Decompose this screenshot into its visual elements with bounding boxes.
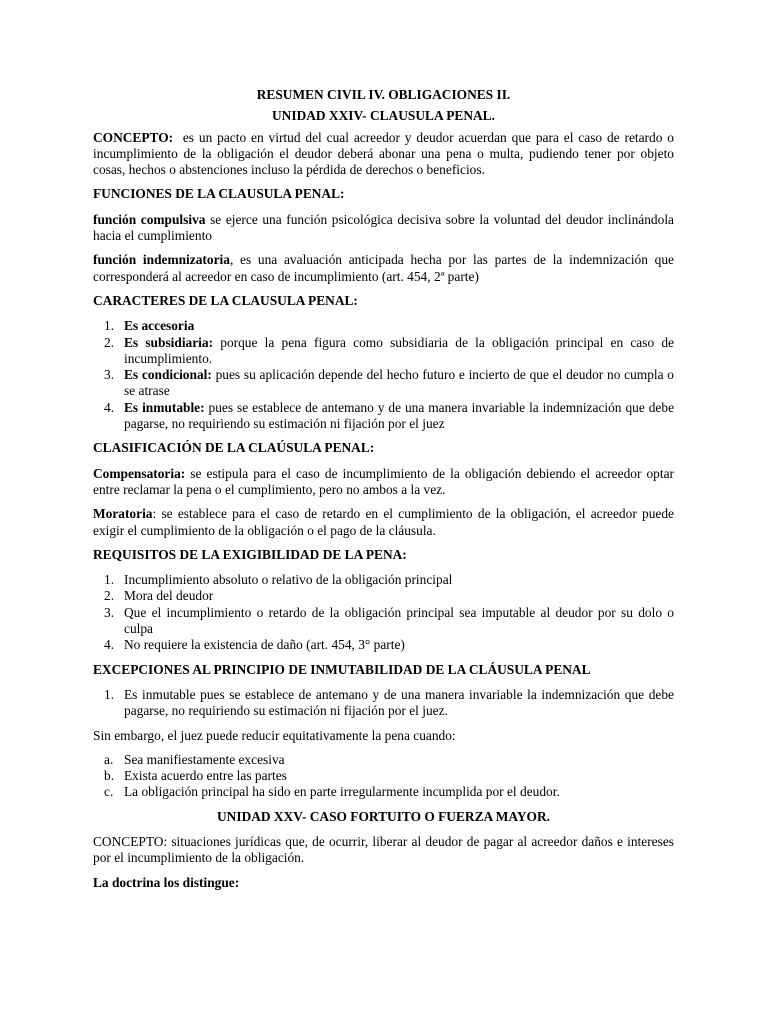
- excepciones-heading: EXCEPCIONES AL PRINCIPIO DE INMUTABILIDAD DE LA CLÁUSULA PENAL: [93, 661, 591, 677]
- list-letter: c.: [104, 784, 114, 800]
- compensatoria-paragraph: [93, 465, 678, 499]
- funcion-compulsiva-text: se ejerce una función psicológica decisiva sobre la voluntad del deudor inclinándola hacia el cumplimiento: [93, 211, 678, 244]
- list-item: [93, 318, 674, 334]
- item-text: pues se establece de antemano y de una manera invariable la indemnización que debe pagarse, no requiriendo su estimación ni fijación por el juez: [124, 399, 678, 432]
- list-item: [93, 399, 678, 433]
- funcion-indemnizatoria-text: , es una avaluación anticipada hecha por las partes de la indemnización que corresponderá al acreedor en caso de incumplimiento (art. 454, 2ª parte): [93, 252, 675, 284]
- document-title: RESUMEN CIVIL IV. OBLIGACIONES II.: [256, 87, 511, 102]
- clasificacion-heading: CLASIFICACIÓN DE LA CLAÚSULA PENAL:: [93, 440, 375, 456]
- unit-24-title: UNIDAD XXIV- CLAUSULA PENAL.: [272, 108, 495, 124]
- list-number: 2.: [104, 588, 115, 604]
- item-text: Que el incumplimiento o retardo de la obligación principal sea imputable al deudor por su dolo o culpa: [124, 604, 674, 637]
- list-item: [93, 752, 674, 768]
- list-item: [93, 768, 674, 784]
- item-text: No requiere la existencia de daño (art. 454, 3° parte): [124, 637, 405, 653]
- document-body: [93, 87, 678, 900]
- concepto-text: es un pacto en virtud del cual acreedor y deudor acuerdan que para el caso de retardo o incumplimiento de la obligación el deudor deberá abonar una pena o multa, pudiendo tener por objeto cosas, hechos o abstenciones incluso la pérdida de derechos o beneficios.: [93, 129, 678, 178]
- list-letter: a.: [104, 751, 114, 767]
- item-text: Mora del deudor: [124, 588, 214, 604]
- list-number: 4.: [104, 637, 115, 653]
- list-item: [93, 588, 674, 604]
- sin-embargo-paragraph: Sin embargo, el juez puede reducir equitativamente la pena cuando:: [93, 727, 456, 743]
- reduccion-list: [93, 752, 674, 801]
- list-item: [93, 687, 674, 720]
- list-item: [93, 605, 674, 638]
- list-number: 1.: [104, 318, 115, 334]
- list-number: 3.: [104, 367, 115, 383]
- list-number: 1.: [104, 572, 115, 588]
- unit-25-concepto-paragraph: CONCEPTO: situaciones jurídicas que, de ocurrir, liberar al deudor de pagar al acreedor daños e intereses por el incumplimiento de la obligación.: [93, 833, 674, 866]
- list-number: 3.: [104, 604, 115, 620]
- item-text: pues su aplicación depende del hecho futuro e incierto de que el deudor no cumpla o se atrase: [124, 367, 678, 399]
- funcion-compulsiva-paragraph: [93, 211, 678, 245]
- list-letter: b.: [104, 768, 115, 784]
- item-text: Incumplimiento absoluto o relativo de la obligación principal: [124, 572, 453, 588]
- list-number: 4.: [104, 399, 115, 415]
- list-item: [93, 367, 678, 400]
- item-label: Es condicional:: [124, 367, 212, 383]
- funcion-compulsiva-label: función compulsiva: [93, 211, 206, 227]
- list-item: [93, 572, 674, 588]
- moratoria-text: : se establece para el caso de retardo en el cumplimiento de la obligación, el acreedor puede exigir el cumplimiento de la obligación o el pago de la cláusula.: [93, 506, 674, 538]
- doctrina-heading: La doctrina los distingue:: [93, 874, 240, 890]
- list-number: 2.: [104, 334, 115, 350]
- item-text: Exista acuerdo entre las partes: [124, 768, 287, 784]
- compensatoria-label: Compensatoria:: [93, 465, 186, 481]
- concepto-label: CONCEPTO:: [93, 129, 174, 145]
- moratoria-label: Moratoria: [93, 506, 153, 522]
- moratoria-paragraph: [93, 506, 674, 539]
- item-text: La obligación principal ha sido en parte irregularmente incumplida por el deudor.: [124, 784, 560, 800]
- compensatoria-text: se estipula para el caso de incumplimiento de la obligación debiendo el acreedor optar entre reclamar la pena o el cumplimiento, pero no ambos a la vez.: [93, 465, 678, 497]
- list-number: 1.: [104, 686, 115, 702]
- item-label: Es accesoria: [124, 318, 195, 334]
- item-label: Es inmutable:: [124, 399, 205, 415]
- requisitos-list: [93, 572, 674, 653]
- funcion-indemnizatoria-paragraph: [93, 252, 674, 285]
- caracteres-list: [93, 318, 678, 432]
- caracteres-heading: CARACTERES DE LA CLAUSULA PENAL:: [93, 292, 358, 308]
- funcion-indemnizatoria-label: función indemnizatoria: [93, 252, 230, 268]
- item-text: Es inmutable pues se establece de antemano y de una manera invariable la indemnización que debe pagarse, no requiriendo su estimación ni fijación por el juez.: [124, 686, 674, 719]
- concepto-paragraph: [93, 129, 678, 179]
- unit-25-title: UNIDAD XXV- CASO FORTUITO O FUERZA MAYOR.: [217, 808, 550, 824]
- list-item: [93, 784, 674, 800]
- list-item: [93, 637, 674, 653]
- list-item: [93, 334, 678, 368]
- item-text: porque la pena figura como subsidiaria de la obligación principal en caso de incumplimiento.: [124, 334, 678, 366]
- funciones-heading: FUNCIONES DE LA CLAUSULA PENAL:: [93, 186, 345, 202]
- item-text: Sea manifiestamente excesiva: [124, 751, 285, 767]
- requisitos-heading: REQUISITOS DE LA EXIGIBILIDAD DE LA PENA:: [93, 546, 407, 562]
- excepciones-list: [93, 687, 674, 720]
- item-label: Es subsidiaria:: [124, 334, 214, 350]
